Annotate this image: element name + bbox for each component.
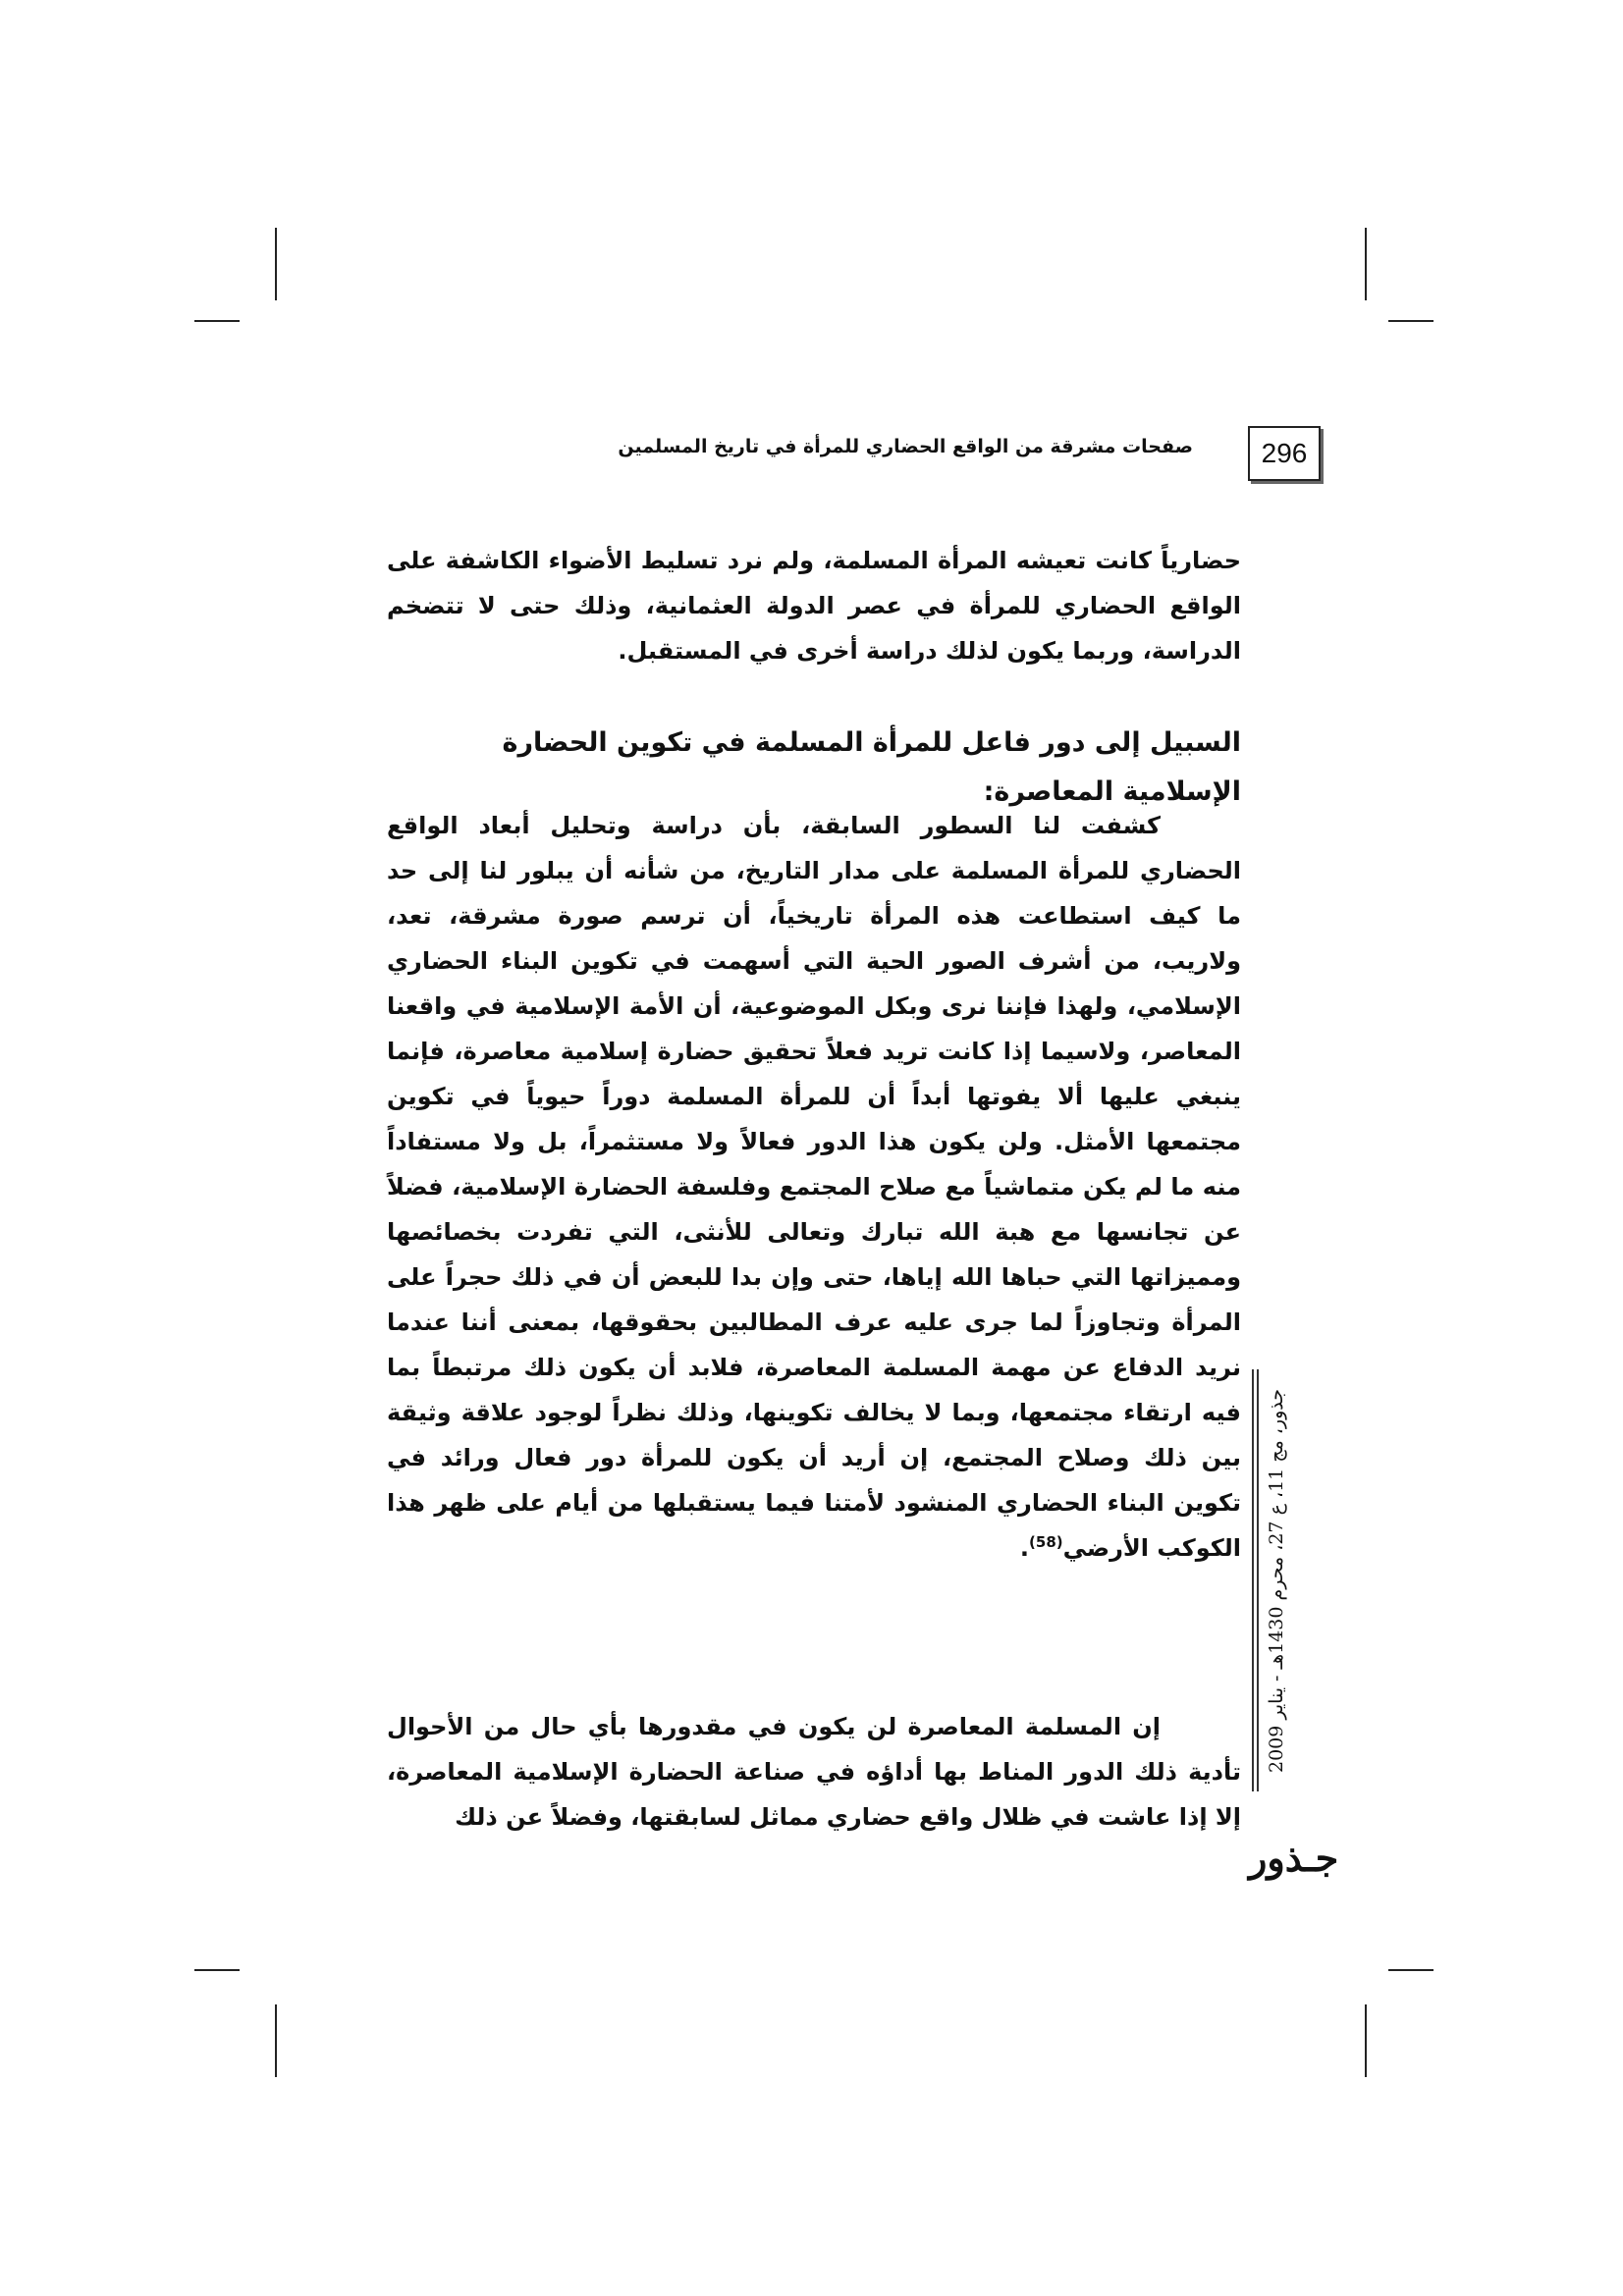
- crop-mark-top-right-horizontal: [1388, 320, 1434, 322]
- crop-mark-bottom-right-vertical: [1365, 2004, 1367, 2077]
- page-header: [383, 426, 1321, 485]
- running-title: صفحات مشرقة من الواقع الحضاري للمرأة في تاريخ المسلمين: [618, 436, 1193, 457]
- section-heading: السبيل إلى دور فاعل للمرأة المسلمة في تكوين الحضارة الإسلامية المعاصرة:: [502, 727, 1241, 807]
- page-number: 296: [1248, 426, 1321, 481]
- journal-citation: جذور، مج 11، ع 27، محرم 1430هـ - يناير 2009: [1266, 1388, 1287, 1773]
- paragraph-2: [387, 803, 1241, 1571]
- paragraph-1: حضارياً كانت تعيشه المرأة المسلمة، ولم نرد تسليط الأضواء الكاشفة على الواقع الحضاري للمرأة في عصر الدولة العثمانية، وذلك حتى لا تتضخم الدراسة، وربما يكون لذلك دراسة أخرى في المستقبل.: [387, 547, 1241, 665]
- sidebar-rule: [1252, 1369, 1254, 1791]
- crop-mark-top-left-horizontal: [194, 320, 240, 322]
- paragraph-3: [387, 1704, 1241, 1840]
- sidebar-rule-inner: [1257, 1369, 1259, 1791]
- crop-mark-bottom-left-vertical: [275, 2004, 277, 2077]
- crop-mark-bottom-right-horizontal: [1388, 1969, 1434, 1971]
- journal-logo: جـذور: [1249, 1836, 1339, 1880]
- crop-mark-top-left-vertical: [275, 228, 277, 300]
- crop-mark-bottom-left-horizontal: [194, 1969, 240, 1971]
- footnote-reference[interactable]: (58): [1029, 1533, 1063, 1551]
- paragraph-3-text: إن المسلمة المعاصرة لن يكون في مقدورها بأي حال من الأحوال تأدية ذلك الدور المناط بها أداؤه في صناعة الحضارة الإسلامية المعاصرة، إلا إذا عاشت في ظلال واقع حضاري مماثل لسابقتها، وفضلاً عن ذلك: [387, 1713, 1241, 1831]
- paragraph-2-end: .: [1019, 1534, 1030, 1562]
- paragraph-2-text: كشفت لنا السطور السابقة، بأن دراسة وتحليل أبعاد الواقع الحضاري للمرأة المسلمة على مدار التاريخ، من شأنه أن يبلور لنا إلى حد ما كيف استطاعت هذه المرأة تاريخياً، أن ترسم صورة مشرقة، تعد، ولاريب، من أشرف الصور الحية التي أسهمت في تكوين البناء الحضاري الإسلامي، ولهذا فإننا نرى وبكل الموضوعية، أن الأمة الإسلامية في واقعنا المعاصر، ولاسيما إذا كانت تريد فعلاً تحقيق حضارة إسلامية معاصرة، فإنما ينبغي عليها ألا يفوتها أبداً أن للمرأة المسلمة دوراً حيوياً في تكوين مجتمعها الأمثل. ولن يكون هذا الدور فعالاً ولا مستثمراً، بل ولا مستفاداً منه ما لم يكن متماشياً مع صلاح المجتمع وفلسفة الحضارة الإسلامية، فضلاً عن تجانسها مع هبة الله تبارك وتعالى للأنثى، التي تفردت بخصائصها ومميزاتها التي حباها الله إياها، حتى وإن بدا للبعض أن في ذلك حجراً على المرأة وتجاوزاً لما جرى عليه عرف المطالبين بحقوقها، بمعنى أننا عندما نريد الدفاع عن مهمة المسلمة المعاصرة، فلابد أن يكون ذلك مرتبطاً بما فيه ارتقاء مجتمعها، وبما لا يخالف تكوينها، وذلك نظراً لوجود علاقة وثيقة بين ذلك وصلاح المجتمع، إن أريد أن يكون للمرأة دور فعال ورائد في تكوين البناء الحضاري المنشود لأمتنا فيما يستقبلها من أيام على ظهر هذا الكوكب الأرضي: [387, 812, 1241, 1562]
- journal-info-sidebar: [1252, 1369, 1313, 1811]
- crop-mark-top-right-vertical: [1365, 228, 1367, 300]
